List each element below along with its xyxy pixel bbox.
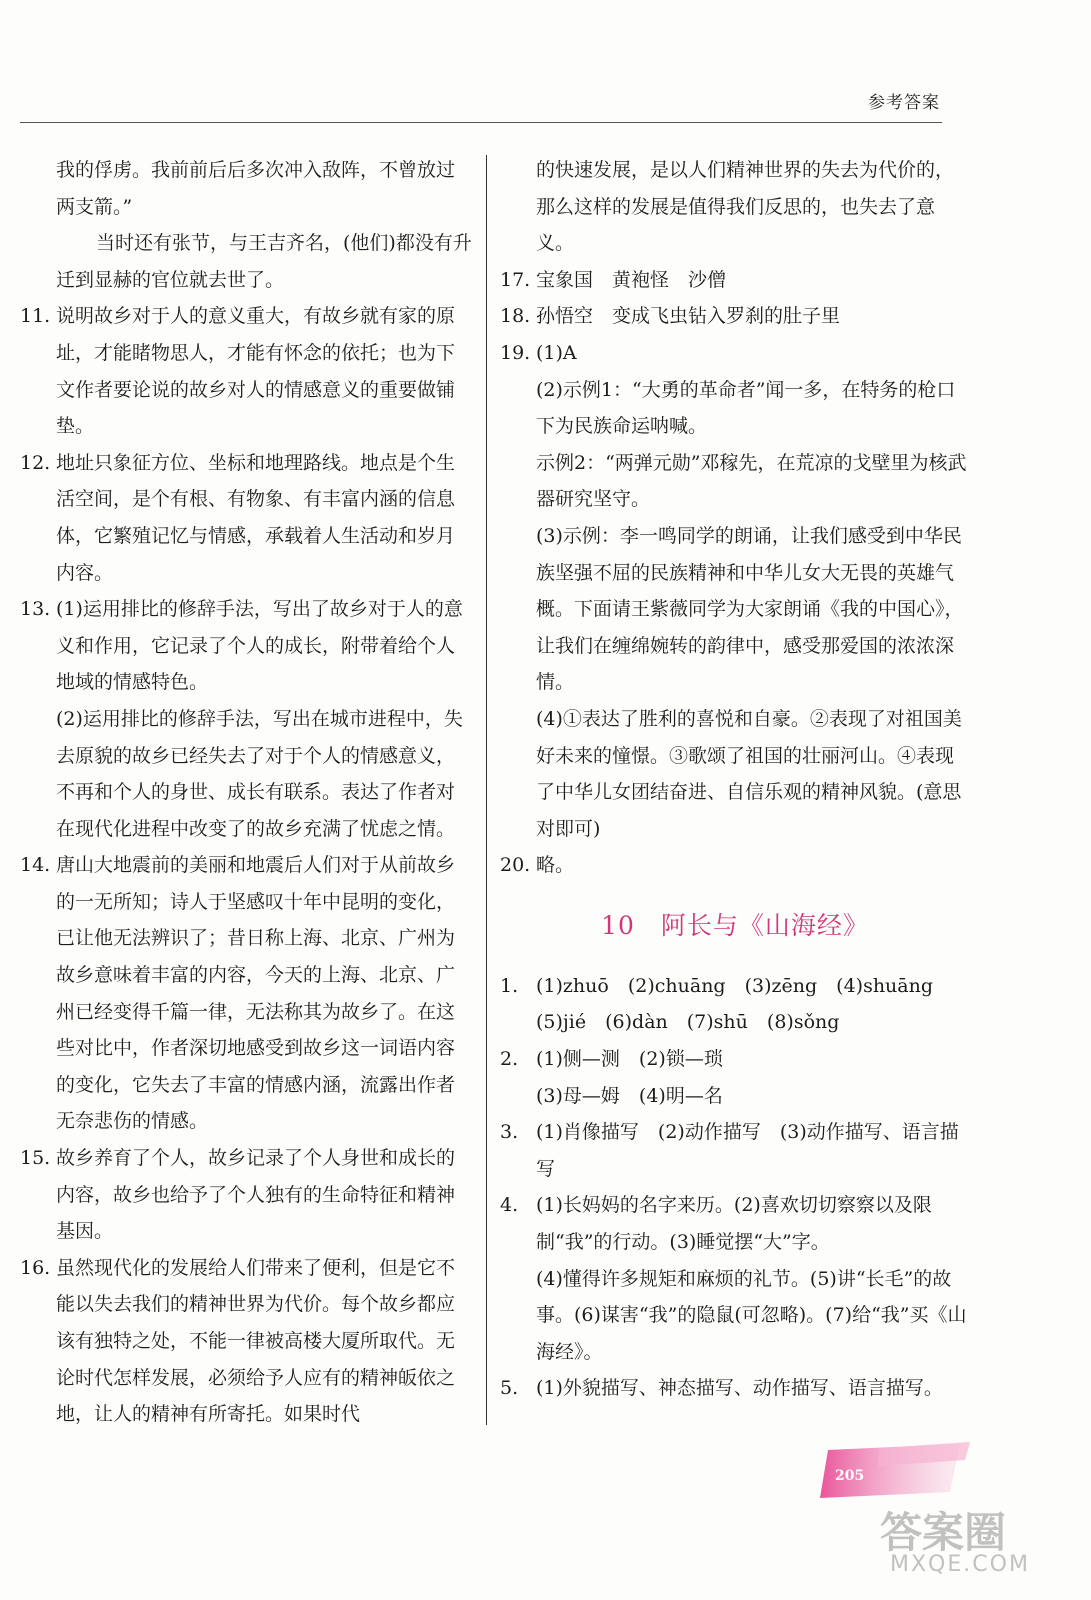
answer-item xyxy=(20,1140,472,1250)
answer-item xyxy=(20,1250,472,1433)
watermark-logo: 答案圈 xyxy=(880,1508,1007,1557)
right-column xyxy=(500,152,970,1407)
answer-number: 1. xyxy=(500,974,519,997)
answer-number: 19. xyxy=(500,341,531,364)
page-number: 205 xyxy=(835,1468,865,1484)
answer-text: (1)肖像描写 (2)动作描写 (3)动作描写、语言描写 xyxy=(536,1121,959,1180)
column-divider xyxy=(486,155,487,1425)
left-column xyxy=(20,152,472,1433)
answer-subpart: (2)运用排比的修辞手法，写出在城市进程中，失去原貌的故乡已经失去了对于个人的情感意义，不再和个人的身世、成长有联系。表达了作者对在现代化进程中改变了的故乡充满了忧虑之情。 xyxy=(56,707,463,840)
answer-item xyxy=(500,298,970,335)
answer-item xyxy=(500,335,970,372)
answer-number: 2. xyxy=(500,1048,519,1071)
answer-number: 18. xyxy=(500,305,531,328)
answer-subpart: (3)示例：李一鸣同学的朗诵，让我们感受到中华民族坚强不屈的民族精神和中华儿女大无畏的英雄气概。下面请王紫薇同学为大家朗诵《我的中国心》，让我们在缠绵婉转的韵律中，感受那爱国的浓浓深情。 xyxy=(536,524,964,694)
answer-number: 4. xyxy=(500,1194,519,1217)
answer-text: (1)zhuō (2)chuāng (3)zēng (4)shuāng xyxy=(536,974,934,997)
answer-number: 20. xyxy=(500,854,531,877)
answer-item xyxy=(500,1041,970,1078)
answer-number: 14. xyxy=(20,854,51,877)
answer-item xyxy=(500,262,970,299)
answer-text: 虽然现代化的发展给人们带来了便利，但是它不能以失去我们的精神世界为代价。每个故乡都应该有独特之处，不能一律被高楼大厦所取代。无论时代怎样发展，必须给予人应有的精神皈依之地，让人的精神有所寄托。如果时代 xyxy=(56,1256,456,1426)
answer-item xyxy=(500,1187,970,1260)
answer-number: 5. xyxy=(500,1377,519,1400)
paragraph: 的快速发展，是以人们精神世界的失去为代价的，那么这样的发展是值得我们反思的，也失去了意义。 xyxy=(536,159,955,255)
header-title: 参考答案 xyxy=(868,93,940,113)
answer-item xyxy=(20,847,472,1140)
answer-text: (1)外貌描写、神态描写、动作描写、语言描写。 xyxy=(536,1377,943,1400)
paragraph: 当时还有张节，与王吉齐名，(他们)都没有升迁到显赫的官位就去世了。 xyxy=(56,232,472,291)
answer-text: 孙悟空 变成飞虫钻入罗刹的肚子里 xyxy=(536,305,841,328)
answer-number: 11. xyxy=(20,305,51,328)
answer-text: 唐山大地震前的美丽和地震后人们对于从前故乡的一无所知；诗人于坚感叹十年中昆明的变化，已让他无法辨识了；昔日称上海、北京、广州为故乡意味着丰富的内容，今天的上海、北京、广州已经变得千篇一律，无法称其为故乡了。在这些对比中，作者深切地感受到故乡这一词语内容的变化，它失去了丰富的情感内涵，流露出作者无奈悲伤的情感。 xyxy=(56,854,456,1133)
answer-text: 地址只象征方位、坐标和地理路线。地点是个生活空间，是个有根、有物象、有丰富内涵的信息体，它繁殖记忆与情感，承载着人生活动和岁月内容。 xyxy=(56,451,456,584)
answer-number: 13. xyxy=(20,598,51,621)
answer-item xyxy=(500,968,970,1005)
answer-subpart: (4)懂得许多规矩和麻烦的礼节。(5)讲“长毛”的故事。(6)谋害“我”的隐鼠(可忽略)。(7)给“我”买《山海经》。 xyxy=(536,1267,967,1363)
answer-item xyxy=(500,1370,970,1407)
answer-number: 12. xyxy=(20,451,51,474)
header-rule xyxy=(20,122,942,123)
answer-subpart: (2)示例1：“大勇的革命者”闻一多，在特务的枪口下为民族命运呐喊。 xyxy=(536,378,956,438)
answer-number: 17. xyxy=(500,268,531,291)
answer-text: 说明故乡对于人的意义重大，有故乡就有家的原址，才能睹物思人，才能有怀念的依托；也为下文作者要论说的故乡对人的情感意义的重要做铺垫。 xyxy=(56,305,456,438)
answer-text: (1)长妈妈的名字来历。(2)喜欢切切察察以及限制“我”的行动。(3)睡觉摆“大”字。 xyxy=(536,1194,932,1254)
answer-text: (1)A xyxy=(536,341,577,364)
answer-text: (1)运用排比的修辞手法，写出了故乡对于人的意义和作用，它记录了个人的成长，附带着给个人地域的情感特色。 xyxy=(56,598,463,694)
answer-number: 16. xyxy=(20,1256,51,1279)
answer-item xyxy=(500,1114,970,1187)
answer-number: 15. xyxy=(20,1147,51,1170)
answer-text: 略。 xyxy=(536,854,575,877)
watermark-url: MXQE.COM xyxy=(890,1552,1030,1577)
answer-text: 故乡养育了个人，故乡记录了个人身世和成长的内容，故乡也给予了个人独有的生命特征和精神基因。 xyxy=(56,1147,456,1243)
answer-item xyxy=(20,591,472,701)
paragraph: 我的俘虏。我前前后后多次冲入敌阵，不曾放过两支箭。” xyxy=(56,159,456,218)
answer-text: 宝象国 黄袍怪 沙僧 xyxy=(536,268,727,291)
answer-subpart: (5)jié (6)dàn (7)shū (8)sǒng xyxy=(536,1011,840,1034)
answer-item xyxy=(500,847,970,884)
answer-subpart: (4)①表达了胜利的喜悦和自豪。②表现了对祖国美好未来的憧憬。③歌颂了祖国的壮丽河山。④表现了中华儿女团结奋进、自信乐观的精神风貌。(意思对即可) xyxy=(536,707,962,840)
answer-subpart: (3)母—姆 (4)明—名 xyxy=(536,1084,723,1107)
answer-item xyxy=(20,298,472,444)
answer-subpart: 示例2：“两弹元勋”邓稼先，在荒凉的戈壁里为核武器研究坚守。 xyxy=(536,451,967,511)
answer-item xyxy=(20,445,472,591)
answer-number: 3. xyxy=(500,1121,519,1144)
section-title: 10 阿长与《山海经》 xyxy=(601,910,869,940)
answer-text: (1)侧—测 (2)锁—琐 xyxy=(536,1048,723,1071)
